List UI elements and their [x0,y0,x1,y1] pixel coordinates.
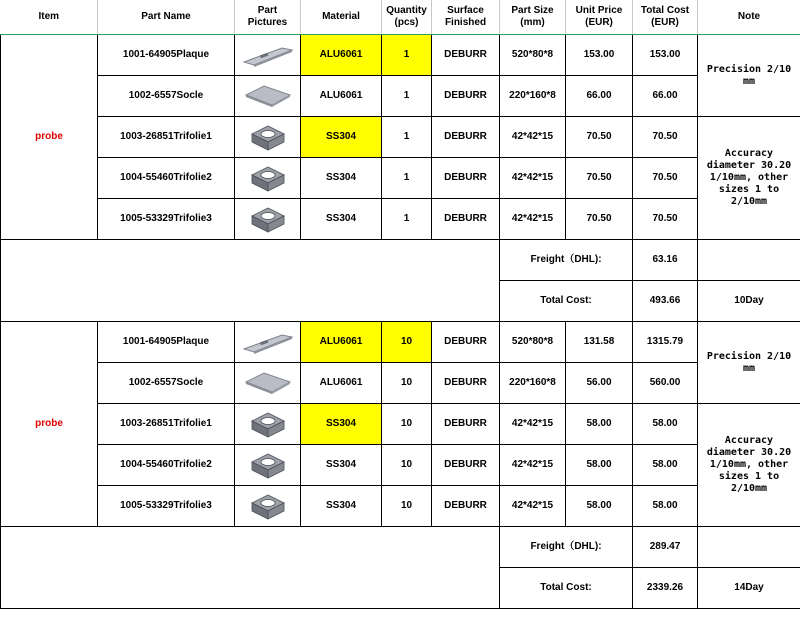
material-cell[interactable] [301,199,382,240]
total-cost: 58.00 [652,418,678,429]
note-precision: Precision 2/10 mm [706,63,792,87]
table-row [1,363,800,404]
header-part-size[interactable] [500,0,566,35]
table-row [1,199,800,240]
material: SS304 [325,418,357,429]
table-row [1,445,800,486]
unit-price: 70.50 [586,172,612,183]
header-material-label: Material [322,11,360,22]
grand-total-value: 493.66 [649,295,681,306]
quantity: 1 [403,172,410,183]
part-name: 1003-26851Trifolie1 [120,418,212,429]
part-size: 42*42*15 [511,172,554,183]
freight-value: 289.47 [649,541,681,552]
freight-label: Freight（DHL): [530,254,602,265]
item-label: probe [35,418,63,429]
total-cost: 1315.79 [646,336,684,347]
part-size: 42*42*15 [511,213,554,224]
header-unit-price-line1: Unit Price [575,5,623,16]
total-cost: 70.50 [652,172,678,183]
material: SS304 [325,459,357,470]
header-note[interactable] [698,0,800,35]
header-surface-line1: Surface [447,5,484,16]
part-name: 1002-6557Socle [128,90,204,101]
note-cell-accuracy[interactable] [698,117,800,240]
unit-price: 58.00 [586,418,612,429]
part-picture-cell[interactable] [235,322,301,363]
lead-time: 14Day [734,582,764,593]
part-picture-cell[interactable] [235,158,301,199]
surface-cell[interactable] [432,404,500,445]
total-cost-cell[interactable] [633,322,698,363]
unit-price-cell[interactable] [566,158,633,199]
material-cell[interactable] [301,158,382,199]
table-row [1,404,800,445]
total-label: Total Cost: [540,582,592,593]
surface-cell[interactable] [432,117,500,158]
grand-total-value: 2339.26 [646,582,684,593]
header-total-cost[interactable] [633,0,698,35]
total-label-cell[interactable] [500,281,633,322]
surface: DEBURR [444,172,487,183]
part-picture-cell[interactable] [235,76,301,117]
part-picture-cell[interactable] [235,486,301,527]
item-cell[interactable] [1,322,98,527]
quantity-cell[interactable] [382,117,432,158]
material-cell[interactable] [301,486,382,527]
material: SS304 [325,172,357,183]
table-row [1,486,800,527]
part-name: 1001-64905Plaque [122,49,210,60]
trifolie-part-icon [235,409,300,439]
material: SS304 [325,213,357,224]
quantity-cell[interactable] [382,158,432,199]
material: SS304 [325,131,357,142]
total-cost-cell[interactable] [633,363,698,404]
unit-price: 66.00 [586,90,612,101]
part-name-cell[interactable] [98,76,235,117]
material: ALU6061 [319,377,363,388]
table-row [1,158,800,199]
total-cost-cell[interactable] [633,445,698,486]
quantity: 1 [403,131,410,142]
plaque-part-icon [235,329,300,355]
header-part-pictures-line2: Pictures [247,17,288,28]
header-quantity-line2: (pcs) [394,17,419,28]
total-cost: 153.00 [649,49,681,60]
header-part-name[interactable] [98,0,235,35]
plaque-part-icon [235,42,300,68]
summary-blank-cell[interactable] [1,527,500,609]
note-accuracy: Accuracy diameter 30.20 1/10mm, other sizes 1 to 2/10mm [706,148,792,207]
header-part-size-line2: (mm) [520,17,545,28]
quantity: 10 [400,500,413,511]
part-size-cell[interactable] [500,445,566,486]
quantity: 10 [400,336,413,347]
unit-price-cell[interactable] [566,199,633,240]
total-cost-cell[interactable] [633,199,698,240]
part-name-cell[interactable] [98,117,235,158]
unit-price-cell[interactable] [566,404,633,445]
header-quantity-line1: Quantity [386,5,427,16]
trifolie-part-icon [235,491,300,521]
material: SS304 [325,500,357,511]
part-picture-cell[interactable] [235,35,301,76]
surface: DEBURR [444,459,487,470]
table-row [1,322,800,363]
unit-price: 56.00 [586,377,612,388]
header-material[interactable] [301,0,382,35]
part-name-cell[interactable] [98,158,235,199]
part-name-cell[interactable] [98,363,235,404]
header-part-pictures[interactable] [235,0,301,35]
part-size-cell[interactable] [500,76,566,117]
part-size-cell[interactable] [500,158,566,199]
part-picture-cell[interactable] [235,117,301,158]
note-accuracy: Accuracy diameter 30.20 1/10mm, other sizes 1 to 2/10mm [706,435,792,494]
part-name-cell[interactable] [98,445,235,486]
quantity-cell[interactable] [382,363,432,404]
header-total-cost-line1: Total Cost [640,5,690,16]
lead-time-cell[interactable] [698,568,800,609]
part-name-cell[interactable] [98,199,235,240]
quantity: 10 [400,377,413,388]
header-note-label: Note [737,11,761,22]
part-name: 1001-64905Plaque [122,336,210,347]
total-cost: 58.00 [652,500,678,511]
material-cell[interactable] [301,445,382,486]
material-cell[interactable] [301,363,382,404]
quantity-cell[interactable] [382,486,432,527]
total-cost-cell[interactable] [633,158,698,199]
part-size-cell[interactable] [500,199,566,240]
unit-price-cell[interactable] [566,76,633,117]
note-cell-precision[interactable] [698,322,800,404]
part-name-cell[interactable] [98,35,235,76]
surface-cell[interactable] [432,363,500,404]
surface-cell[interactable] [432,76,500,117]
part-picture-cell[interactable] [235,445,301,486]
total-label: Total Cost: [540,295,592,306]
part-size: 520*80*8 [511,336,554,347]
header-item[interactable] [1,0,98,35]
material-cell[interactable] [301,35,382,76]
part-size: 520*80*8 [511,49,554,60]
part-size-cell[interactable] [500,322,566,363]
total-label-cell[interactable] [500,568,633,609]
material: ALU6061 [319,90,363,101]
quantity-cell[interactable] [382,199,432,240]
material-cell[interactable] [301,404,382,445]
unit-price: 58.00 [586,500,612,511]
part-size-cell[interactable] [500,486,566,527]
unit-price: 70.50 [586,131,612,142]
part-picture-cell[interactable] [235,404,301,445]
part-name: 1004-55460Trifolie2 [120,459,212,470]
material: ALU6061 [319,49,363,60]
part-name: 1003-26851Trifolie1 [120,131,212,142]
trifolie-part-icon [235,163,300,193]
part-size: 42*42*15 [511,500,554,511]
material: ALU6061 [319,336,363,347]
note-precision: Precision 2/10 mm [706,350,792,374]
quantity: 10 [400,459,413,470]
item-label: probe [35,131,63,142]
freight-value-cell[interactable] [633,240,698,281]
part-picture-cell[interactable] [235,363,301,404]
unit-price-cell[interactable] [566,35,633,76]
quantity-cell[interactable] [382,76,432,117]
trifolie-part-icon [235,122,300,152]
part-name: 1002-6557Socle [128,377,204,388]
quantity: 1 [403,90,410,101]
freight-label: Freight（DHL): [530,541,602,552]
surface-cell[interactable] [432,322,500,363]
part-name-cell[interactable] [98,486,235,527]
unit-price-cell[interactable] [566,363,633,404]
total-value-cell[interactable] [633,568,698,609]
item-cell[interactable] [1,35,98,240]
freight-value-cell[interactable] [633,527,698,568]
freight-value: 63.16 [652,254,678,265]
part-name: 1005-53329Trifolie3 [120,213,212,224]
lead-time-cell[interactable] [698,281,800,322]
table-row [1,117,800,158]
freight-row [1,527,800,568]
note-cell-precision[interactable] [698,35,800,117]
socle-part-icon [235,370,300,396]
freight-label-cell[interactable] [500,240,633,281]
surface: DEBURR [444,131,487,142]
total-value-cell[interactable] [633,281,698,322]
surface: DEBURR [444,418,487,429]
trifolie-part-icon [235,204,300,234]
freight-row [1,240,800,281]
material-cell[interactable] [301,117,382,158]
quantity-cell[interactable] [382,35,432,76]
quantity: 10 [400,418,413,429]
surface: DEBURR [444,377,487,388]
part-size-cell[interactable] [500,117,566,158]
header-unit-price[interactable] [566,0,633,35]
part-size: 42*42*15 [511,418,554,429]
part-size: 220*160*8 [509,377,556,388]
header-quantity[interactable] [382,0,432,35]
header-part-pictures-line1: Part [257,5,278,16]
total-cost-cell[interactable] [633,404,698,445]
quantity: 1 [403,49,410,60]
header-part-name-label: Part Name [141,11,191,22]
total-cost-cell[interactable] [633,76,698,117]
quantity-cell[interactable] [382,404,432,445]
surface-cell[interactable] [432,486,500,527]
part-name: 1004-55460Trifolie2 [120,172,212,183]
total-cost: 70.50 [652,213,678,224]
unit-price-cell[interactable] [566,322,633,363]
header-part-size-line1: Part Size [511,5,554,16]
unit-price-cell[interactable] [566,486,633,527]
quantity: 1 [403,213,410,224]
surface-cell[interactable] [432,199,500,240]
table-row [1,76,800,117]
total-cost: 560.00 [649,377,681,388]
part-size: 220*160*8 [509,90,556,101]
socle-part-icon [235,83,300,109]
header-total-cost-line2: (EUR) [651,17,679,28]
freight-note-cell[interactable] [698,527,800,568]
surface: DEBURR [444,213,487,224]
material-cell[interactable] [301,76,382,117]
unit-price: 58.00 [586,459,612,470]
part-name-cell[interactable] [98,322,235,363]
header-unit-price-line2: (EUR) [585,17,613,28]
part-name: 1005-53329Trifolie3 [120,500,212,511]
table-row [1,35,800,76]
header-surface-line2: Finished [444,17,487,28]
part-size-cell[interactable] [500,404,566,445]
unit-price: 70.50 [586,213,612,224]
material-cell[interactable] [301,322,382,363]
part-size: 42*42*15 [511,131,554,142]
total-cost: 66.00 [652,90,678,101]
unit-price: 153.00 [583,49,615,60]
unit-price-cell[interactable] [566,117,633,158]
total-cost-cell[interactable] [633,486,698,527]
part-name-cell[interactable] [98,404,235,445]
total-cost-cell[interactable] [633,35,698,76]
unit-price-cell[interactable] [566,445,633,486]
surface-cell[interactable] [432,35,500,76]
surface-cell[interactable] [432,158,500,199]
surface: DEBURR [444,500,487,511]
surface-cell[interactable] [432,445,500,486]
part-size-cell[interactable] [500,363,566,404]
note-cell-accuracy[interactable] [698,404,800,527]
lead-time: 10Day [734,295,764,306]
total-cost: 58.00 [652,459,678,470]
quantity-cell[interactable] [382,322,432,363]
header-item-label: Item [38,11,60,22]
part-size: 42*42*15 [511,459,554,470]
freight-note-cell[interactable] [698,240,800,281]
surface: DEBURR [444,49,487,60]
total-cost: 70.50 [652,131,678,142]
header-row [1,0,800,35]
part-size-cell[interactable] [500,35,566,76]
header-surface[interactable] [432,0,500,35]
part-picture-cell[interactable] [235,199,301,240]
surface: DEBURR [444,336,487,347]
total-cost-cell[interactable] [633,117,698,158]
unit-price: 131.58 [583,336,615,347]
trifolie-part-icon [235,450,300,480]
summary-blank-cell[interactable] [1,240,500,322]
quantity-cell[interactable] [382,445,432,486]
freight-label-cell[interactable] [500,527,633,568]
surface: DEBURR [444,90,487,101]
